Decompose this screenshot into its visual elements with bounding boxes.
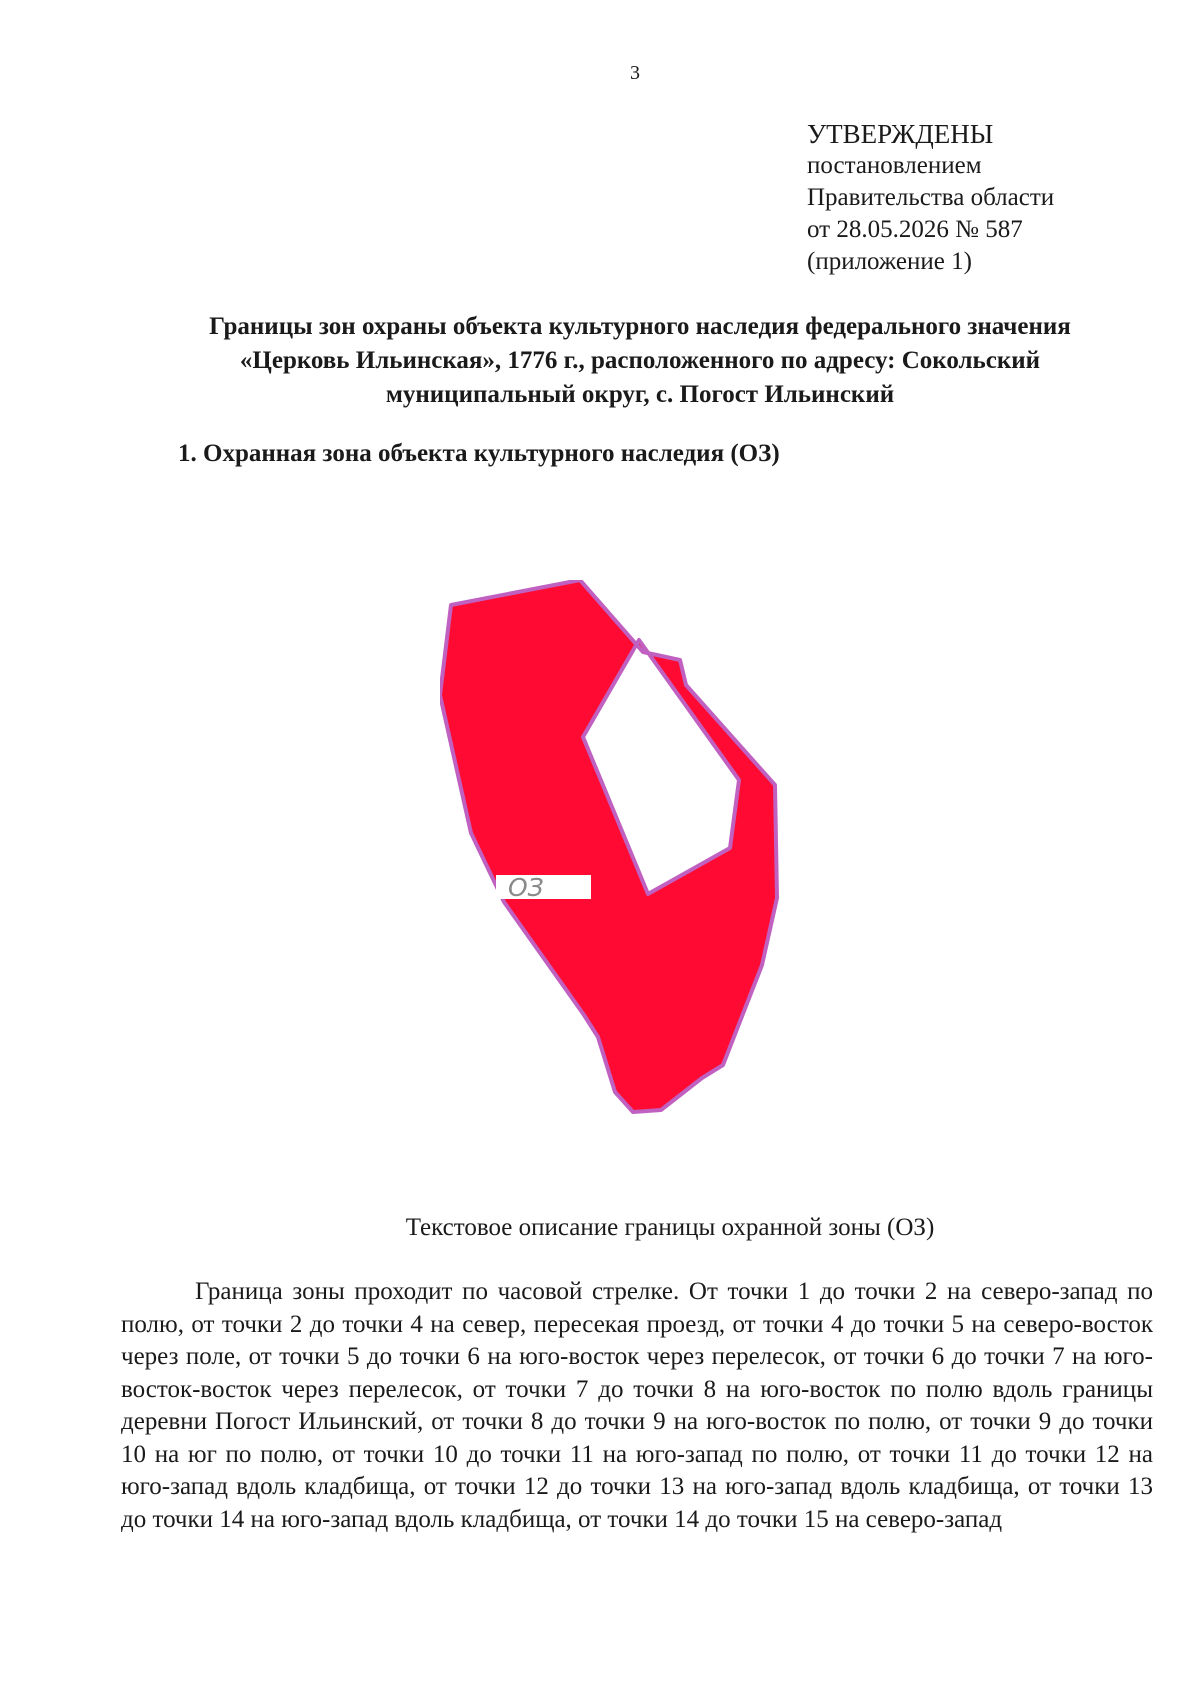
page-number: 3 (630, 62, 640, 84)
boundary-description: Граница зоны проходит по часовой стрелке. От точки 1 до точки 2 на северо-запад по полю, от точки 2 до точки 4 на север, пересекая проезд, от точки 4 до точки 5 на северо-восток через поле, от точки 5 до точки 6 на юго-восток через перелесок, от точки 6 до точки 7 на юго-восток-восток через перелесок, от точки 7 до точки 8 на юго-восток по полю вдоль границы деревни Погост Ильинский, от точки 8 до точки 9 на юго-восток по полю, от точки 9 до точки 10 на юг по полю, от точки 10 до точки 11 на юго-запад по полю, от точки 11 до точки 12 на юго-запад вдоль кладбища, от точки 12 до точки 13 на юго-запад вдоль кладбища, от точки 13 до точки 14 на юго-запад вдоль кладбища, от точки 14 до точки 15 на северо-запад (121, 1278, 1153, 1533)
approval-line: Правительства области (807, 184, 1055, 211)
title-line: Границы зон охраны объекта культурного наследия федерального значения (209, 313, 1071, 340)
document-title (120, 310, 1160, 412)
protection-zone-map (440, 580, 860, 1180)
approval-line: (приложение 1) (807, 248, 972, 275)
title-line: муниципальный округ, с. Погост Ильинский (385, 381, 895, 408)
description-caption: Текстовое описание границы охранной зоны (ОЗ) (405, 1214, 935, 1241)
section-heading: 1. Охранная зона объекта культурного наследия (ОЗ) (178, 440, 780, 467)
approval-block (807, 118, 1054, 278)
approval-line: постановлением (807, 152, 982, 179)
approval-title: УТВЕРЖДЕНЫ (807, 119, 994, 149)
zone-label: ОЗ (508, 873, 544, 902)
approval-line: от 28.05.2026 № 587 (807, 216, 1023, 243)
protection-zone-shape (440, 580, 777, 1112)
zone-map-svg (440, 580, 860, 1180)
title-line: «Церковь Ильинская», 1776 г., расположенного по адресу: Сокольский (239, 347, 1041, 374)
